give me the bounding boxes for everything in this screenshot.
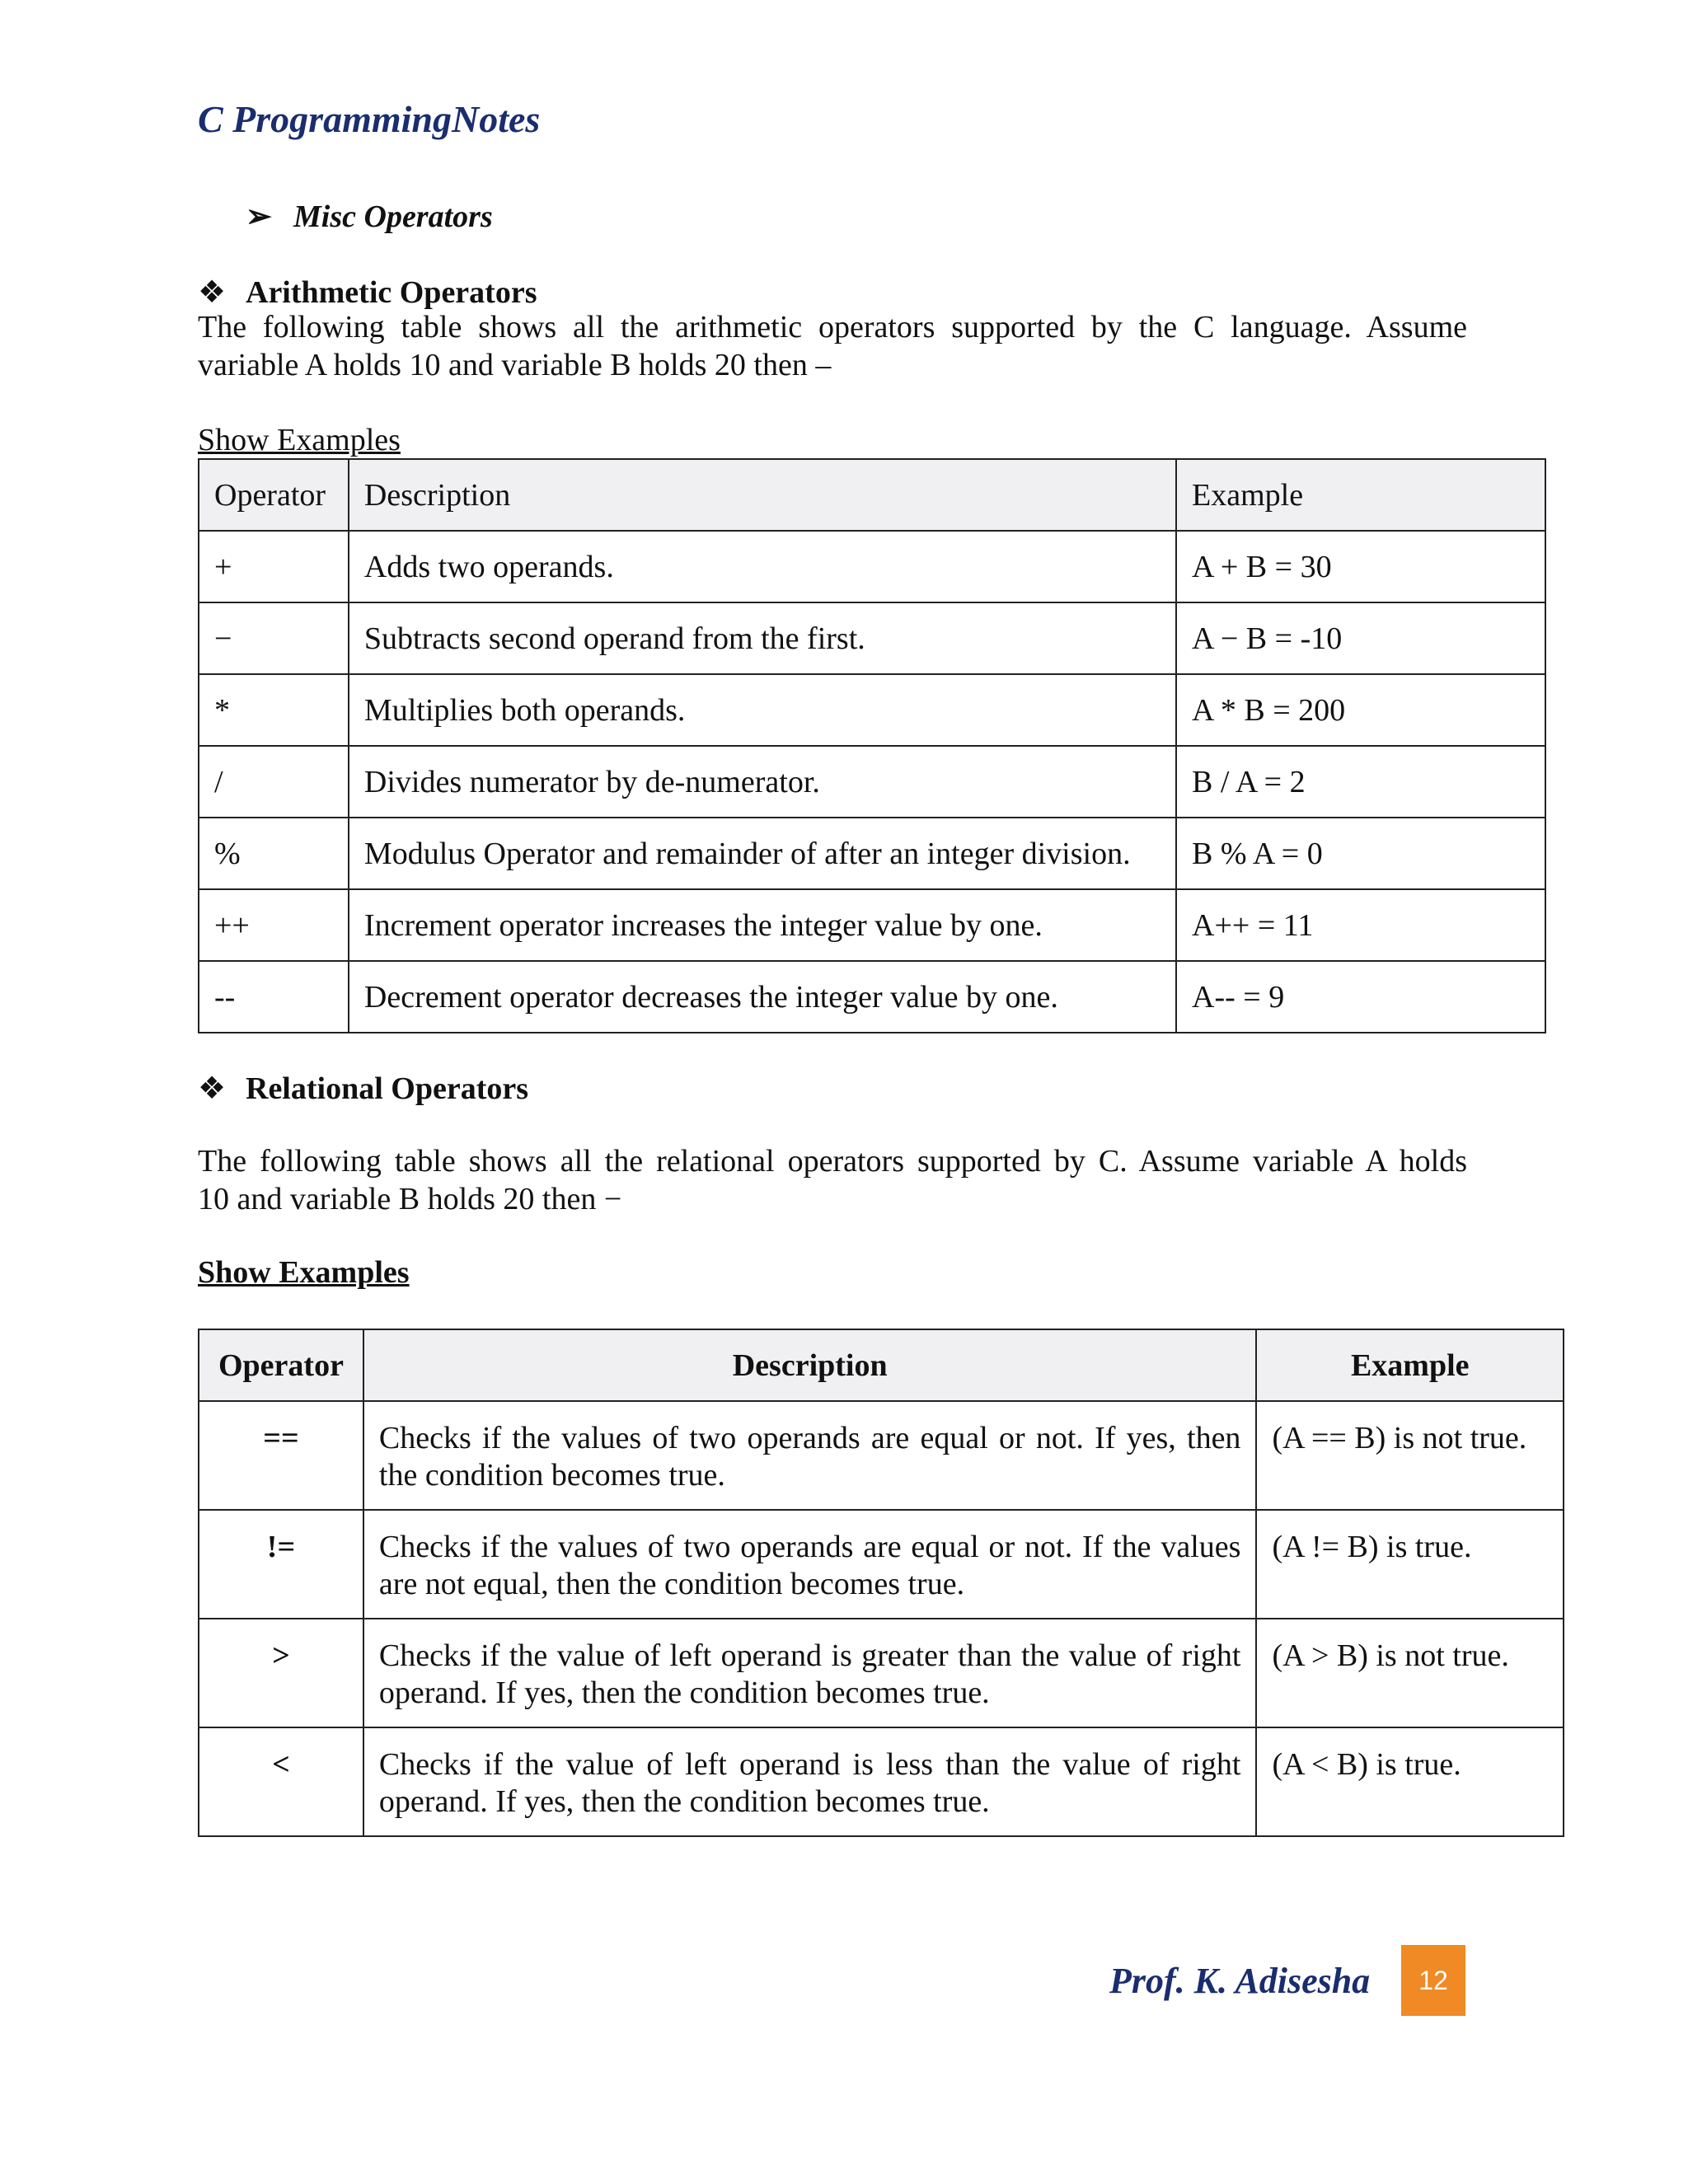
table-row	[199, 818, 1545, 889]
table-header-row	[199, 1329, 1564, 1401]
operator-cell: ++	[199, 889, 349, 961]
relational-intro	[198, 1142, 1467, 1218]
operator-cell: ==	[199, 1401, 363, 1510]
footer-author: Prof. K. Adisesha	[1109, 1961, 1371, 2001]
description-cell: Checks if the values of two operands are equal or not. If yes, then the condition becomes true.	[363, 1401, 1257, 1510]
header-operator: Operator	[199, 459, 349, 531]
operator-cell: +	[199, 531, 349, 602]
operator-cell: %	[199, 818, 349, 889]
arithmetic-heading	[198, 274, 537, 311]
example-cell: A * B = 200	[1176, 674, 1545, 746]
table-row	[199, 1619, 1564, 1727]
operator-cell: *	[199, 674, 349, 746]
misc-operators-bullet	[246, 198, 493, 235]
relational-show-examples-link[interactable]: Show Examples	[198, 1255, 410, 1290]
operator-cell: >	[199, 1619, 363, 1727]
arithmetic-show-examples-link[interactable]: Show Examples	[198, 423, 401, 457]
table-row	[199, 1727, 1564, 1836]
table-row	[199, 1510, 1564, 1619]
description-cell: Modulus Operator and remainder of after an integer division.	[349, 818, 1176, 889]
table-header-row	[199, 459, 1545, 531]
arithmetic-intro-line-2: variable A holds 10 and variable B holds 20 then –	[198, 348, 832, 382]
table-row	[199, 602, 1545, 674]
relational-operators-table	[198, 1329, 1564, 1837]
example-cell: A++ = 11	[1176, 889, 1545, 961]
example-cell: (A == B) is not true.	[1256, 1401, 1564, 1510]
header-description: Description	[363, 1329, 1257, 1401]
misc-operators-label: Misc Operators	[293, 199, 493, 234]
example-cell: (A > B) is not true.	[1256, 1619, 1564, 1727]
example-cell: A-- = 9	[1176, 961, 1545, 1033]
example-cell: (A < B) is true.	[1256, 1727, 1564, 1836]
table-row	[199, 1401, 1564, 1510]
description-cell: Adds two operands.	[349, 531, 1176, 602]
arithmetic-title: Arithmetic Operators	[246, 275, 537, 310]
table-row	[199, 889, 1545, 961]
description-cell: Checks if the value of left operand is greater than the value of right operand. If yes, then the condition becomes true.	[363, 1619, 1257, 1727]
arrow-bullet-icon: ➢	[246, 199, 272, 234]
operator-cell: !=	[199, 1510, 363, 1619]
description-cell: Subtracts second operand from the first.	[349, 602, 1176, 674]
relational-intro-line-1: The following table shows all the relational operators supported by C. Assume variable A holds	[198, 1144, 1467, 1179]
description-cell: Increment operator increases the integer value by one.	[349, 889, 1176, 961]
relational-heading	[198, 1070, 528, 1107]
description-cell: Checks if the values of two operands are equal or not. If the values are not equal, then the condition becomes true.	[363, 1510, 1257, 1619]
table-row	[199, 961, 1545, 1033]
header-example: Example	[1256, 1329, 1564, 1401]
example-cell: B % A = 0	[1176, 818, 1545, 889]
relational-title: Relational Operators	[246, 1071, 529, 1106]
example-cell: (A != B) is true.	[1256, 1510, 1564, 1619]
example-cell: A − B = -10	[1176, 602, 1545, 674]
diamond-bullet-icon: ❖	[198, 1071, 227, 1106]
header-description: Description	[349, 459, 1176, 531]
example-cell: B / A = 2	[1176, 746, 1545, 818]
table-row	[199, 674, 1545, 746]
table-row	[199, 531, 1545, 602]
page-header-title: C ProgrammingNotes	[198, 98, 541, 140]
arithmetic-intro	[198, 308, 1467, 384]
description-cell: Decrement operator decreases the integer value by one.	[349, 961, 1176, 1033]
operator-cell: −	[199, 602, 349, 674]
operator-cell: <	[199, 1727, 363, 1836]
arithmetic-intro-line-1: The following table shows all the arithmetic operators supported by the C language. Assume	[198, 310, 1467, 344]
relational-intro-line-2: 10 and variable B holds 20 then −	[198, 1182, 622, 1216]
example-cell: A + B = 30	[1176, 531, 1545, 602]
description-cell: Checks if the value of left operand is less than the value of right operand. If yes, then the condition becomes true.	[363, 1727, 1257, 1836]
operator-cell: /	[199, 746, 349, 818]
header-operator: Operator	[199, 1329, 363, 1401]
operator-cell: --	[199, 961, 349, 1033]
arithmetic-operators-table	[198, 458, 1546, 1033]
page-number-badge: 12	[1401, 1945, 1465, 2016]
description-cell: Multiplies both operands.	[349, 674, 1176, 746]
description-cell: Divides numerator by de-numerator.	[349, 746, 1176, 818]
table-row	[199, 746, 1545, 818]
diamond-bullet-icon: ❖	[198, 275, 227, 310]
header-example: Example	[1176, 459, 1545, 531]
